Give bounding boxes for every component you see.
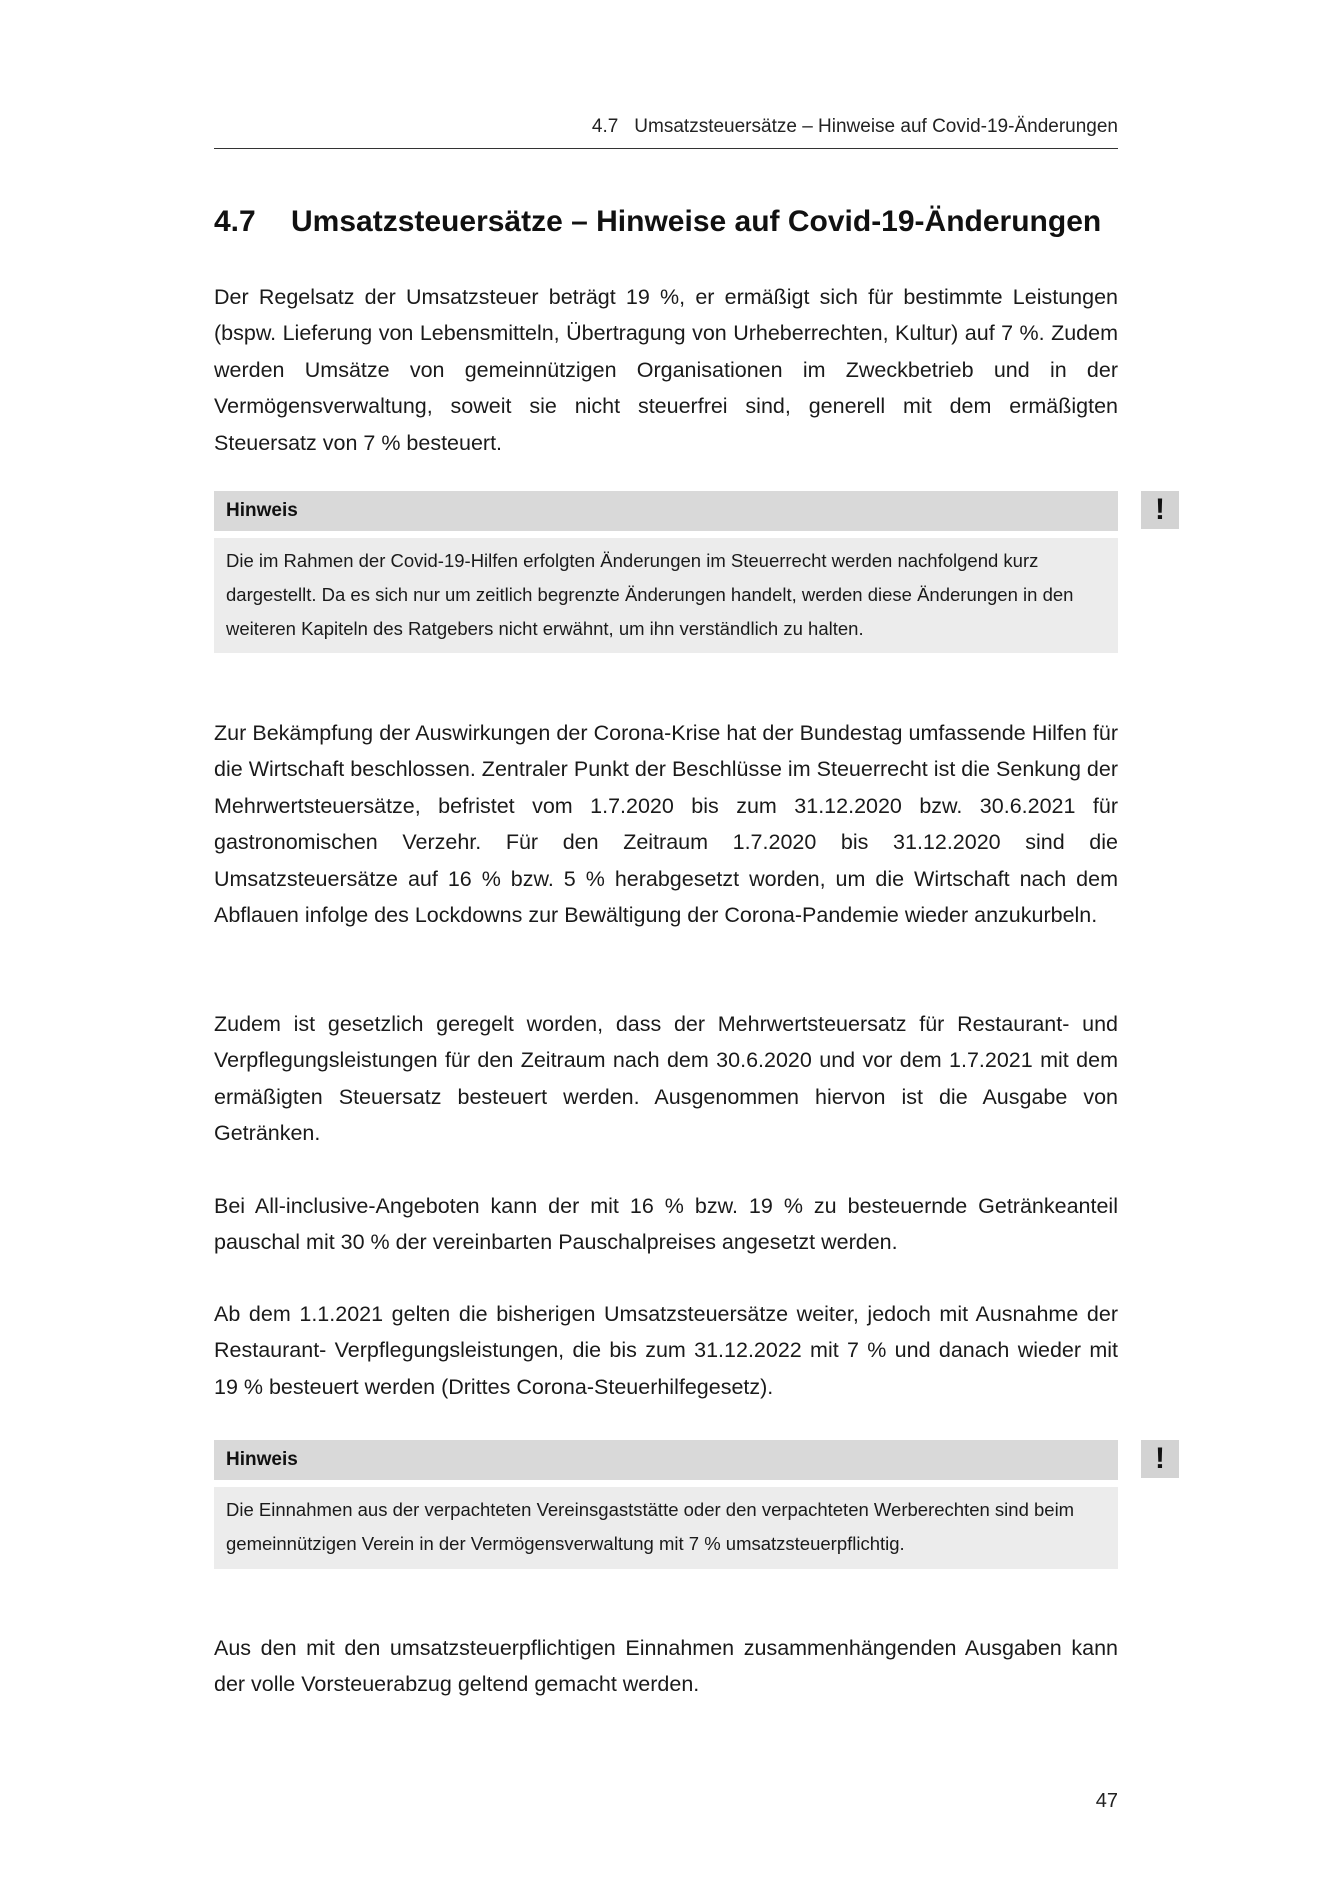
paragraph-tax-rates: Der Regelsatz der Umsatzsteuer beträgt 19 %, er ermäßigt sich für bestimmte Leistungen (bspw. Lieferung von Lebensmitteln, Übertragung von Urheberrechten, Kultur) auf 7 %. Zudem werden Umsätze von gemeinnützigen Organisationen im Zweckbetrieb und in der Vermögensverwaltung, soweit sie nicht steuerfrei sind, generell mit dem ermäßigten Steuersatz von 7 % besteuert. bbox=[214, 285, 1118, 455]
page-number: 47 bbox=[1095, 1790, 1118, 1812]
document-page bbox=[214, 0, 1118, 1890]
running-header-title: Umsatzsteuersätze – Hinweise auf Covid-19-Änderungen bbox=[634, 116, 1118, 137]
paragraph-from-2021: Ab dem 1.1.2021 gelten die bisherigen Umsatzsteuersätze weiter, jedoch mit Ausnahme der Restaurant- Verpflegungsleistungen, die bis zum 31.12.2022 mit 7 % und danach wieder mit 19 % besteuert werden (Drittes Corona-Steuerhilfegesetz). bbox=[214, 1302, 1118, 1399]
running-header bbox=[214, 112, 1118, 149]
note-title: Hinweis bbox=[214, 1440, 1118, 1480]
section-number: 4.7 bbox=[214, 205, 256, 238]
note-text: Die Einnahmen aus der verpachteten Vereinsgaststätte oder den verpachteten Werberechten sind beim gemeinnützigen Verein in der Vermögensverwaltung mit 7 % umsatzsteuerpflichtig. bbox=[214, 1487, 1118, 1569]
exclamation-icon: ! bbox=[1141, 1440, 1179, 1478]
note-box-leasing bbox=[214, 1440, 1118, 1569]
exclamation-icon: ! bbox=[1141, 491, 1179, 529]
paragraph-all-inclusive: Bei All-inclusive-Angeboten kann der mit 16 % bzw. 19 % zu besteuernde Getränkeanteil pauschal mit 30 % der vereinbarten Pauschalpreises angesetzt werden. bbox=[214, 1194, 1118, 1255]
running-header-number: 4.7 bbox=[591, 116, 619, 137]
paragraph-restaurant-rules: Zudem ist gesetzlich geregelt worden, dass der Mehrwertsteuersatz für Restaurant- und Verpflegungsleistungen für den Zeitraum nach dem 30.6.2020 und vor dem 1.7.2021 mit dem ermäßigten Steuersatz besteuert werden. Ausgenommen hiervon ist die Ausgabe von Getränken. bbox=[214, 1012, 1118, 1146]
note-title: Hinweis bbox=[214, 491, 1118, 531]
note-box-covid bbox=[214, 491, 1118, 653]
section-title: Umsatzsteuersätze – Hinweise auf Covid-19-Änderungen bbox=[291, 205, 1102, 238]
section-heading bbox=[214, 200, 1118, 244]
note-text: Die im Rahmen der Covid-19-Hilfen erfolgten Änderungen im Steuerrecht werden nachfolgend kurz dargestellt. Da es sich nur um zeitlich begrenzte Änderungen handelt, werden diese Änderungen in den weiteren Kapiteln des Ratgebers nicht erwähnt, um ihn verständlich zu halten. bbox=[214, 538, 1118, 653]
paragraph-input-tax: Aus den mit den umsatzsteuerpflichtigen Einnahmen zusammenhängenden Ausgaben kann der volle Vorsteuerabzug geltend gemacht werden. bbox=[214, 1636, 1118, 1697]
paragraph-corona-relief: Zur Bekämpfung der Auswirkungen der Corona-Krise hat der Bundestag umfassende Hilfen für die Wirtschaft beschlossen. Zentraler Punkt der Beschlüsse im Steuerrecht ist die Senkung der Mehrwertsteuersätze, befristet vom 1.7.2020 bis zum 31.12.2020 bzw. 30.6.2021 für gastronomischen Verzehr. Für den Zeitraum 1.7.2020 bis 31.12.2020 sind die Umsatzsteuersätze auf 16 % bzw. 5 % herabgesetzt worden, um die Wirtschaft nach dem Abflauen infolge des Lockdowns zur Bewältigung der Corona-Pandemie wieder anzukurbeln. bbox=[214, 721, 1118, 928]
